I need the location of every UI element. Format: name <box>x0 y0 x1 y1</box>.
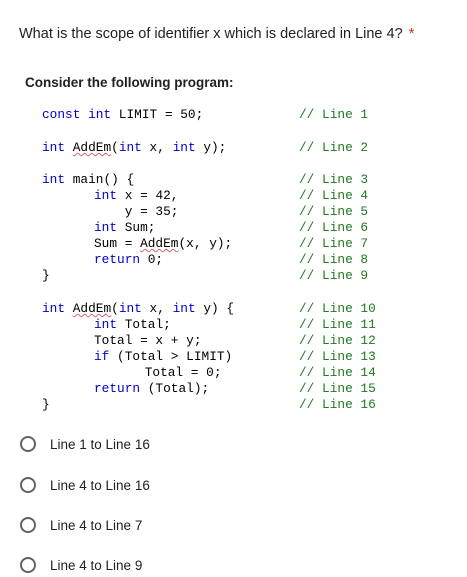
line-comment: // Line 12 <box>299 333 376 348</box>
code-line-8 <box>94 252 163 268</box>
line-comment: // Line 1 <box>299 107 369 122</box>
code-token: int <box>118 301 142 316</box>
code-token: (Total > LIMIT) <box>109 349 233 364</box>
code-line-3 <box>42 172 134 188</box>
code-line-15 <box>94 381 209 397</box>
radio-button[interactable] <box>20 477 36 493</box>
code-token: ( <box>111 140 119 155</box>
code-token: return <box>94 252 141 267</box>
code-token: AddEm <box>72 140 112 155</box>
code-token <box>65 301 73 316</box>
option-3[interactable] <box>20 513 142 537</box>
code-token: Sum = <box>94 236 141 251</box>
code-line-7 <box>94 236 232 252</box>
line-comment: // Line 9 <box>299 268 369 283</box>
option-2[interactable] <box>20 473 150 497</box>
code-token: int <box>172 301 196 316</box>
question-text: What is the scope of identifier x which is declared in Line 4? <box>19 26 403 42</box>
code-token: Sum; <box>117 220 156 235</box>
code-line-10 <box>42 301 234 317</box>
code-token: int <box>172 140 196 155</box>
code-line-14: Total = 0; <box>114 365 222 380</box>
code-token: x, <box>141 140 173 155</box>
line-comment: // Line 11 <box>299 317 376 332</box>
option-4[interactable] <box>20 553 142 577</box>
option-1[interactable] <box>20 432 150 456</box>
code-line-12: Total = x + y; <box>94 333 202 348</box>
option-label[interactable]: Line 4 to Line 9 <box>50 557 143 573</box>
code-token: (x, y); <box>178 236 233 251</box>
radio-button[interactable] <box>20 517 36 533</box>
line-comment: // Line 6 <box>299 220 369 235</box>
code-line-2 <box>42 140 226 156</box>
code-token: main() { <box>65 172 135 187</box>
code-token: x, <box>141 301 173 316</box>
radio-button[interactable] <box>20 436 36 452</box>
code-line-9: } <box>42 268 50 283</box>
line-comment: // Line 2 <box>299 140 369 155</box>
code-token: int <box>118 140 142 155</box>
code-token: LIMIT = 50; <box>111 107 204 122</box>
line-comment: // Line 5 <box>299 204 369 219</box>
question-title <box>19 26 414 42</box>
line-comment: // Line 13 <box>299 349 376 364</box>
code-token: x = 42, <box>117 188 179 203</box>
radio-button[interactable] <box>20 557 36 573</box>
line-comment: // Line 10 <box>299 301 376 316</box>
code-token: int <box>94 220 118 235</box>
code-line-16: } <box>42 397 50 412</box>
code-line-1 <box>42 107 203 123</box>
code-token: AddEm <box>140 236 179 251</box>
line-comment: // Line 15 <box>299 381 376 396</box>
consider-heading: Consider the following program: <box>25 75 234 90</box>
line-comment: // Line 4 <box>299 188 369 203</box>
code-line-6 <box>94 220 155 236</box>
required-marker: * <box>408 26 415 42</box>
code-token: int <box>94 188 118 203</box>
code-token: AddEm <box>72 301 112 316</box>
code-token: int <box>94 317 118 332</box>
code-line-11 <box>94 317 171 333</box>
code-token: if <box>94 349 110 364</box>
code-token: (Total); <box>140 381 210 396</box>
code-token: Total; <box>117 317 171 332</box>
option-label[interactable]: Line 1 to Line 16 <box>50 436 150 452</box>
code-line-5: y = 35; <box>94 204 179 219</box>
code-line-13 <box>94 349 232 365</box>
line-comment: // Line 7 <box>299 236 369 251</box>
code-line-4 <box>94 188 178 204</box>
line-comment: // Line 16 <box>299 397 376 412</box>
code-token: y); <box>195 140 227 155</box>
option-label[interactable]: Line 4 to Line 16 <box>50 477 150 493</box>
code-token: int <box>42 301 66 316</box>
option-label[interactable]: Line 4 to Line 7 <box>50 517 143 533</box>
code-token: 0; <box>140 252 164 267</box>
code-token: const int <box>42 107 112 122</box>
line-comment: // Line 14 <box>299 365 376 380</box>
line-comment: // Line 3 <box>299 172 369 187</box>
code-token: ( <box>111 301 119 316</box>
code-token: int <box>42 172 66 187</box>
code-token <box>65 140 73 155</box>
code-token: return <box>94 381 141 396</box>
code-token: int <box>42 140 66 155</box>
line-comment: // Line 8 <box>299 252 369 267</box>
code-token: y) { <box>195 301 235 316</box>
